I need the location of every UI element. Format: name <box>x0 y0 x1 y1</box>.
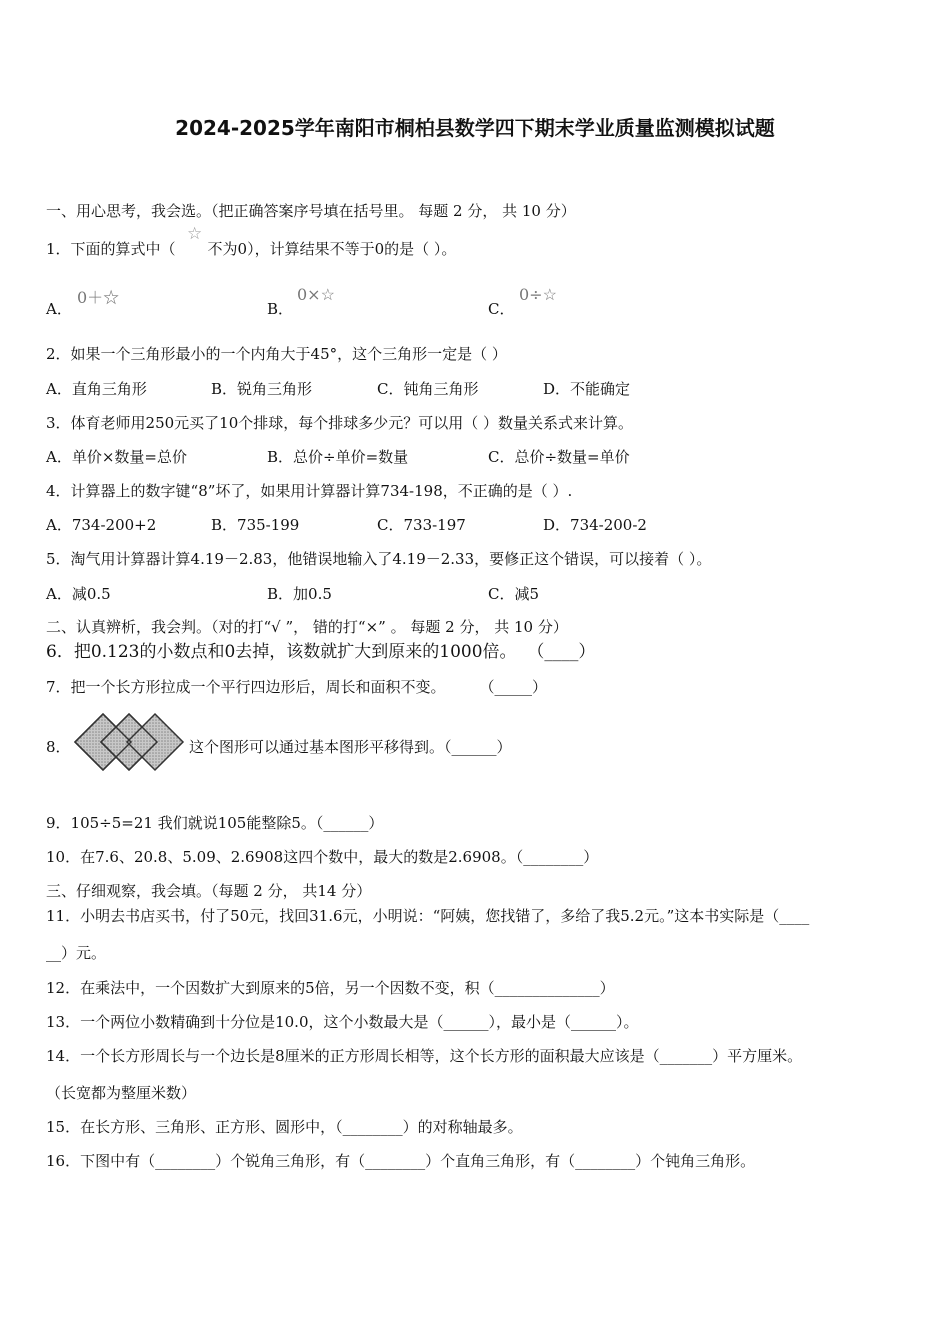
q1-option-b-formula: 0×☆ <box>297 285 335 304</box>
star-icon: ☆ <box>187 224 203 244</box>
section-3-heading: 三、仔细观察，我会填。（每题 2 分， 共14 分） <box>46 882 372 900</box>
question-6 <box>46 642 595 662</box>
question-1 <box>46 239 456 259</box>
q2-option-b: B．锐角三角形 <box>211 380 313 398</box>
question-14-line-2: （长宽都为整厘米数） <box>46 1084 197 1102</box>
q4-option-b: B．735-199 <box>211 516 300 534</box>
q4-option-a: A．734-200+2 <box>46 516 157 534</box>
q5-option-b: B．加0.5 <box>267 585 332 603</box>
q2-option-d: D．不能确定 <box>543 380 631 398</box>
question-16: 16．下图中有（________）个锐角三角形，有（________）个直角三角形，有（________）个钝角三角形。 <box>46 1152 756 1170</box>
question-8-text: 这个图形可以通过基本图形平移得到。（______） <box>189 738 512 756</box>
question-3: 3．体育老师用250元买了10个排球，每个排球多少元？可以用（ ）数量关系式来计算。 <box>46 414 634 432</box>
question-12: 12．在乘法中，一个因数扩大到原来的5倍，另一个因数不变，积（______________） <box>46 979 615 997</box>
q3-option-b: B．总价÷单价=数量 <box>267 448 409 466</box>
q1-option-b-label: B． <box>267 300 294 318</box>
q1-option-c-formula: 0÷☆ <box>519 285 557 304</box>
page-title: 2024-2025学年南阳市桐柏县数学四下期末学业质量监测模拟试题 <box>175 116 775 140</box>
q3-option-a: A．单价×数量=总价 <box>46 448 187 466</box>
question-6-blank: （____） <box>527 642 596 662</box>
q4-option-c: C．733-197 <box>377 516 466 534</box>
question-2: 2．如果一个三角形最小的一个内角大于45°，这个三角形一定是（ ） <box>46 345 507 363</box>
question-10: 10．在7.6、20.8、5.09、2.6908这四个数中，最大的数是2.6908。（________） <box>46 848 599 866</box>
question-1-text-after: 不为0），计算结果不等于0的是（ ）。 <box>207 240 457 258</box>
question-11-line-1: 11．小明去书店买书，付了50元，找回31.6元，小明说：“阿姨，您找错了，多给了我5.2元。”这本书实际是（____ <box>46 907 810 925</box>
question-7 <box>46 677 547 697</box>
question-13: 13．一个两位小数精确到十分位是10.0，这个小数最大是（______），最小是（______）。 <box>46 1013 639 1031</box>
q5-option-c: C．减5 <box>488 585 540 603</box>
diamond-pattern-figure <box>74 713 186 771</box>
question-14-line-1: 14．一个长方形周长与一个边长是8厘米的正方形周长相等，这个长方形的面积最大应该是（_______）平方厘米。 <box>46 1047 803 1065</box>
question-7-text: 7．把一个长方形拉成一个平行四边形后，周长和面积不变。 <box>46 678 446 696</box>
section-2-heading: 二、认真辨析，我会判。（对的打“√ ”， 错的打“×” 。 每题 2 分， 共 10 分） <box>46 618 568 636</box>
q2-option-a: A．直角三角形 <box>46 380 147 398</box>
q5-option-a: A．减0.5 <box>46 585 111 603</box>
question-4: 4．计算器上的数字键“8”坏了，如果用计算器计算734-198，不正确的是（ ）. <box>46 482 573 500</box>
question-6-text: 6．把0.123的小数点和0去掉，该数就扩大到原来的1000倍。 <box>46 642 517 662</box>
q1-option-c-label: C． <box>488 300 515 318</box>
question-9: 9．105÷5=21 我们就说105能整除5。（______） <box>46 814 384 832</box>
q2-option-c: C．钝角三角形 <box>377 380 479 398</box>
q3-option-c: C．总价÷数量=单价 <box>488 448 630 466</box>
question-15: 15．在长方形、三角形、正方形、圆形中，（________）的对称轴最多。 <box>46 1118 523 1136</box>
question-8-number: 8． <box>46 738 71 756</box>
q4-option-d: D．734-200-2 <box>543 516 647 534</box>
question-5: 5．淘气用计算器计算4.19－2.83，他错误地输入了4.19－2.33，要修正这个错误，可以接着（ ）。 <box>46 550 712 568</box>
section-1-heading: 一、用心思考，我会选。（把正确答案序号填在括号里。 每题 2 分， 共 10 分） <box>46 202 576 220</box>
question-1-text-before: 1．下面的算式中（ <box>46 240 176 258</box>
q1-option-a-formula: 0＋☆ <box>77 288 120 307</box>
q1-option-a-label: A． <box>46 300 72 318</box>
question-7-blank: （_____） <box>479 678 548 696</box>
question-11-line-2: __）元。 <box>46 944 107 962</box>
